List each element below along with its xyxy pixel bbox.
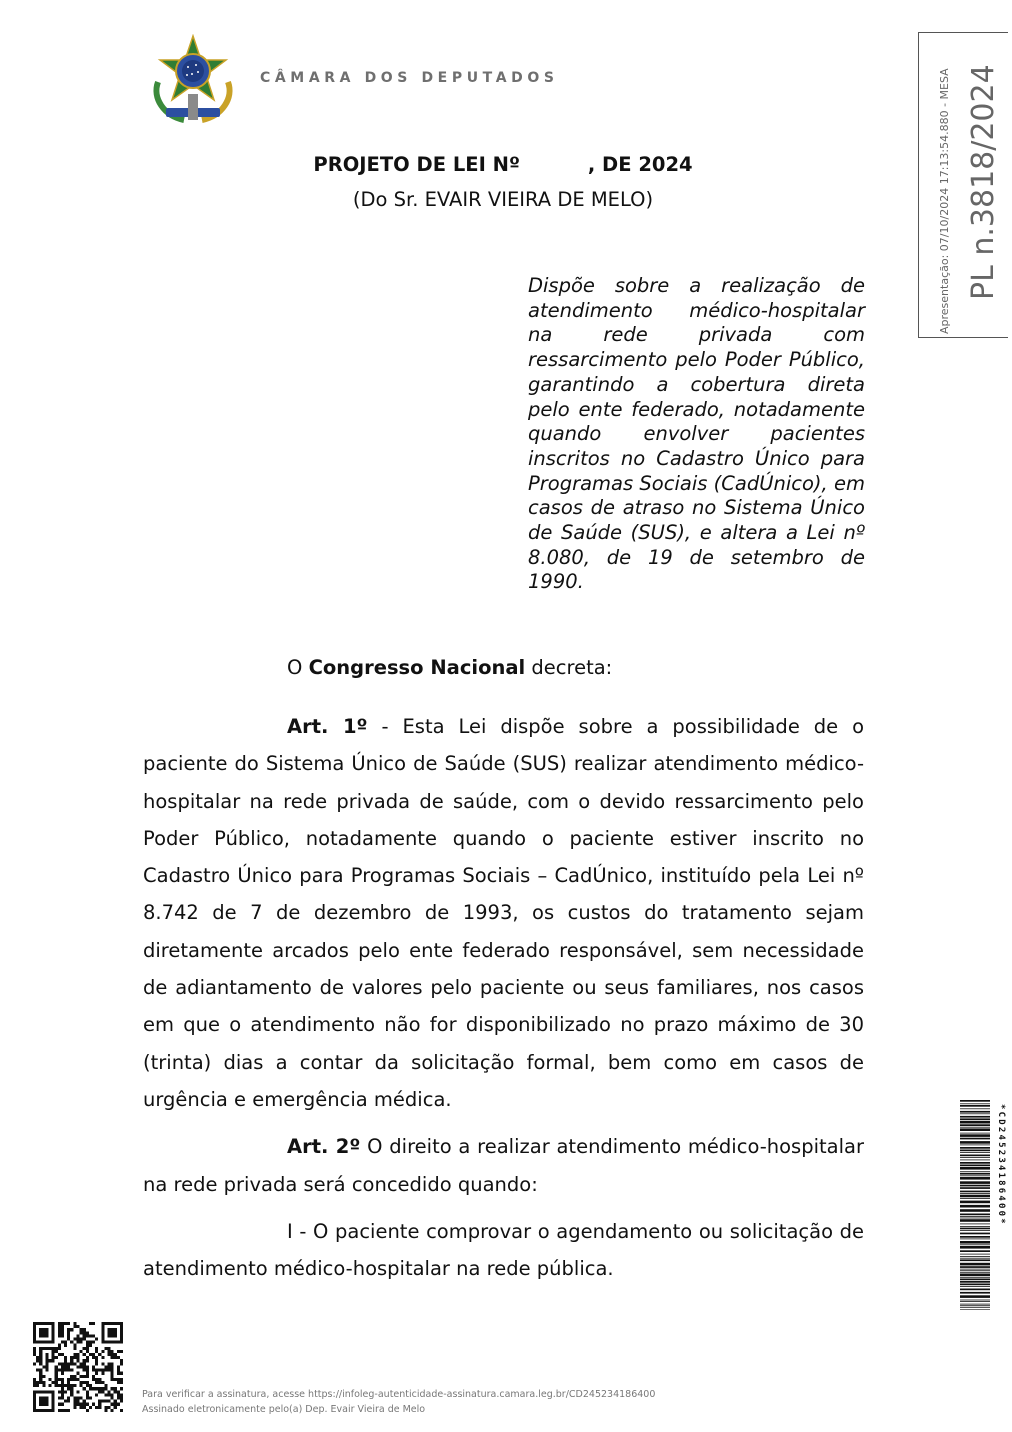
article-label: Art. 2º	[287, 1135, 361, 1159]
article-2-item-1	[143, 1213, 864, 1288]
verify-link-text[interactable]: Para verificar a assinatura, acesse https://infoleg-autenticidade-assinatura.camara.leg.br/CD245234186400	[142, 1389, 656, 1400]
article-text: - Esta Lei dispõe sobre a possibilidade de o paciente do Sistema Único de Saúde (SUS) realizar atendimento médico-hospitalar na rede privada de saúde, com o devido ressarcimento pelo Poder Público, notadamente quando o paciente estiver inscrito no Cadastro Único para Programas Sociais – CadÚnico, instituído pela Lei nº 8.742 de 7 de dezembro de 1993, os custos do tratamento sejam diretamente arcados pelo ente federado responsável, sem necessidade de adiantamento de valores pelo paciente ou seus familiares, nos casos em que o atendimento não for disponibilizado no prazo máximo de 30 (trinta) dias a contar da solicitação formal, bem como em casos de urgência e emergência médica.	[143, 715, 864, 1111]
article-text: O direito a realizar atendimento médico-hospitalar na rede privada será concedido quando:	[143, 1135, 864, 1196]
chamber-name: CÂMARA DOS DEPUTADOS	[260, 70, 559, 86]
article-text: I - O paciente comprovar o agendamento ou solicitação de atendimento médico-hospitalar na rede pública.	[143, 1219, 864, 1281]
bill-title: PROJETO DE LEI Nº , DE 2024	[313, 153, 693, 176]
article-2	[143, 1128, 864, 1203]
barcode-text: *CD245234186400*	[996, 1104, 1006, 1226]
signed-by-text: Assinado eletronicamente pelo(a) Dep. Evair Vieira de Melo	[142, 1404, 426, 1415]
presentation-date: Apresentação: 07/10/2024 17:13:54.880 - MESA	[938, 68, 951, 334]
enacting-body: Congresso Nacional	[308, 656, 526, 679]
bill-author: (Do Sr. EVAIR VIEIRA DE MELO)	[352, 188, 654, 211]
article-label: Art. 1º	[287, 715, 368, 738]
enacting-post: decreta:	[525, 656, 613, 679]
coat-of-arms-logo	[148, 34, 238, 128]
enacting-clause	[287, 656, 612, 679]
article-1	[143, 708, 864, 1118]
bill-summary: Dispõe sobre a realização de atendimento médico-hospitalar na rede privada com ressarcimento pelo Poder Público, garantindo a cobertura direta pelo ente federado, notadamente quando envolver pacientes inscritos no Cadastro Único para Programas Sociais (CadÚnico), em casos de atraso no Sistema Único de Saúde (SUS), e altera a Lei nº 8.080, de 19 de setembro de 1990.	[528, 274, 865, 594]
bill-body	[143, 708, 864, 1297]
signature-verification	[142, 1387, 655, 1417]
bill-number: PL n.3818/2024	[966, 64, 1001, 300]
qr-code-icon	[33, 1322, 123, 1412]
enacting-pre: O	[287, 656, 309, 679]
barcode-icon	[960, 1100, 990, 1310]
